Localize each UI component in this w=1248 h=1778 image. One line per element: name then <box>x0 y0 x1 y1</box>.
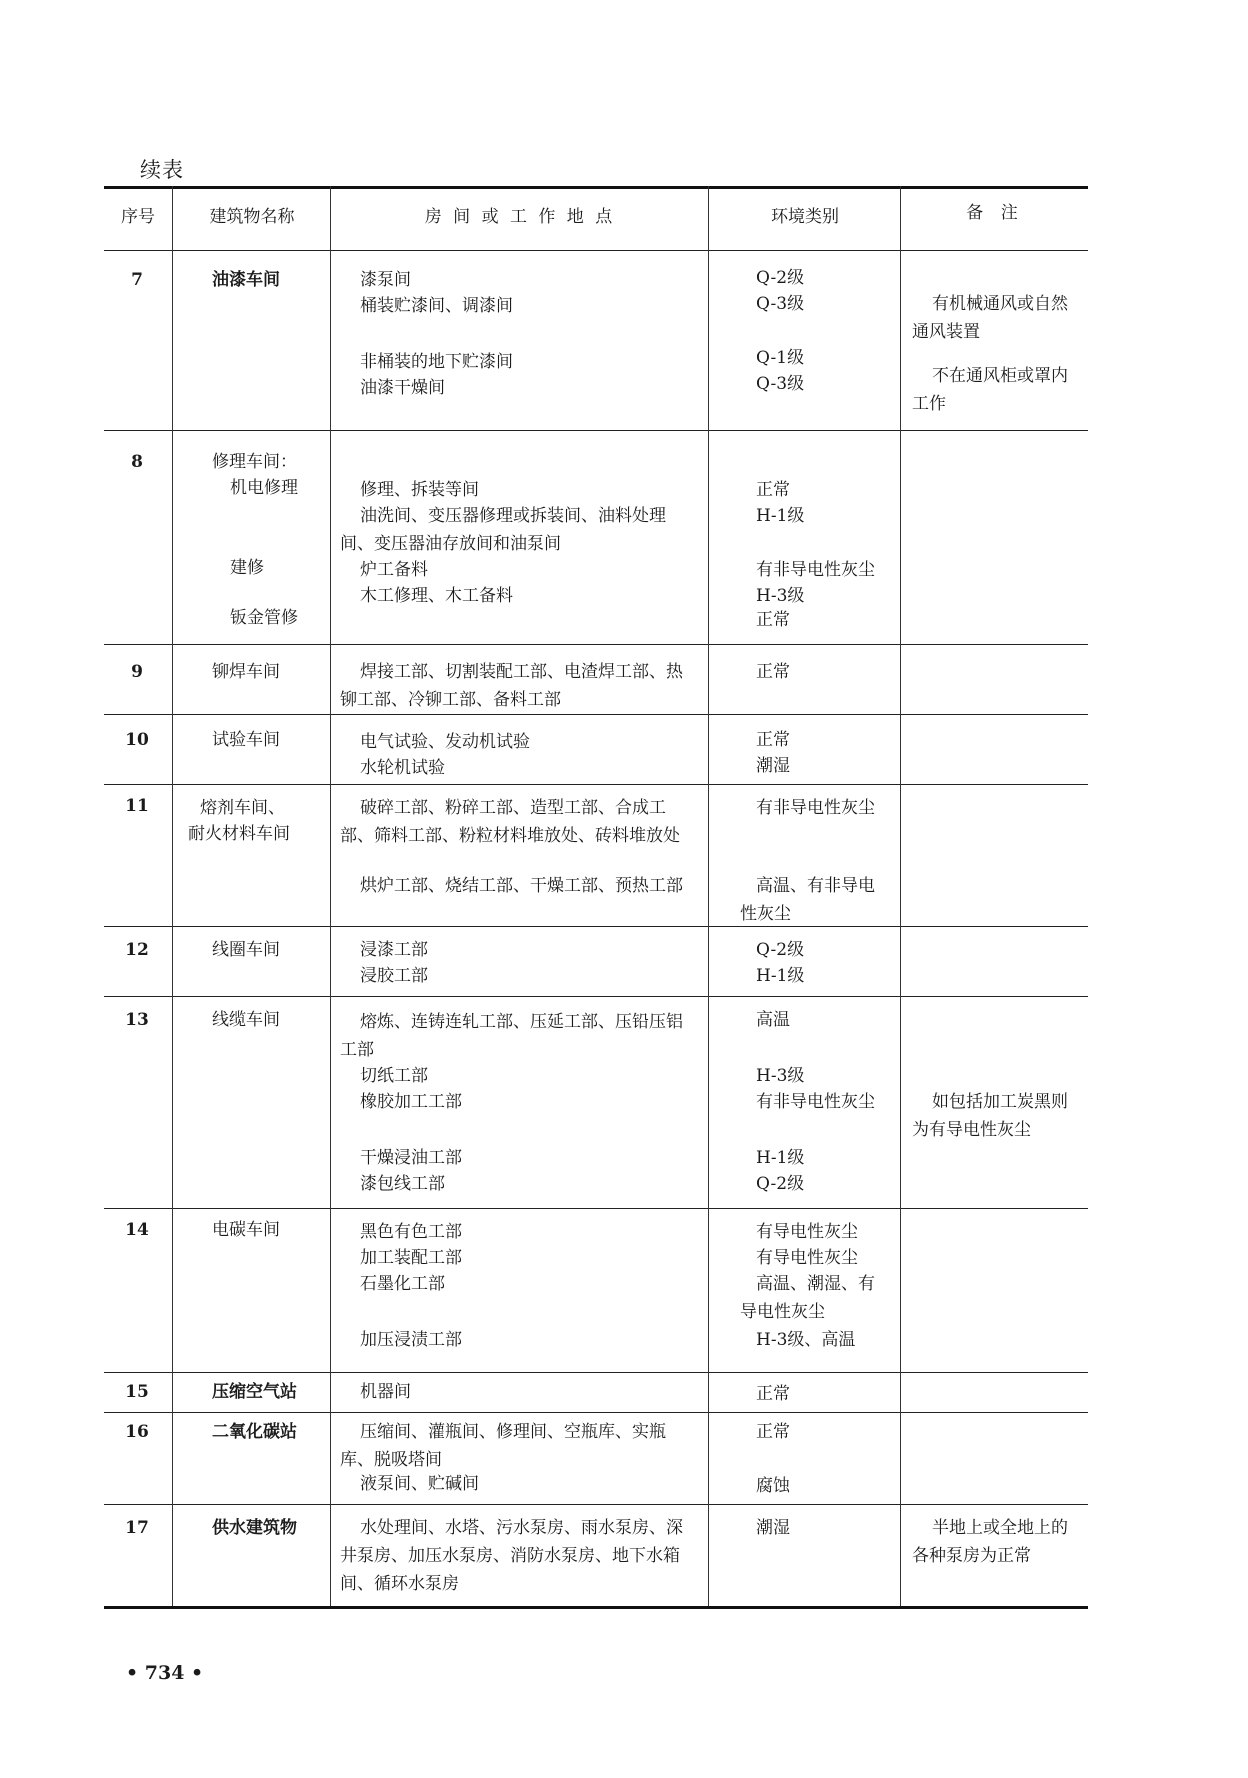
location-text: 加压浸渍工部 <box>360 1330 462 1350</box>
row-number: 13 <box>125 1010 149 1030</box>
building-name: 铆焊车间 <box>212 662 280 682</box>
env-category: 正常 <box>756 1384 790 1404</box>
building-subname: 钣金管修 <box>230 608 298 628</box>
row-number: 8 <box>131 452 143 472</box>
env-category: Q-2级 <box>756 1174 805 1194</box>
row-number: 15 <box>125 1382 149 1402</box>
location-text: 切纸工部 <box>360 1066 428 1086</box>
location-text: 浸胶工部 <box>360 966 428 986</box>
location-text: 压缩间、灌瓶间、修理间、空瓶库、实瓶库、脱吸塔间 <box>340 1422 666 1470</box>
remark-text: 半地上或全地上的各种泵房为正常 <box>912 1518 1068 1566</box>
row-number: 12 <box>125 940 149 960</box>
row-divider <box>104 996 1088 997</box>
page-number: • 734 • <box>126 1662 204 1684</box>
building-name: 油漆车间 <box>212 270 280 290</box>
building-subname: 建修 <box>230 558 264 578</box>
location-text: 黑色有色工部 <box>360 1222 462 1242</box>
row-divider <box>104 926 1088 927</box>
env-category: H-1级 <box>756 506 805 526</box>
env-category: Q-1级 <box>756 348 805 368</box>
row-number: 16 <box>125 1422 149 1442</box>
row-divider <box>104 784 1088 785</box>
location-text: 石墨化工部 <box>360 1274 445 1294</box>
env-category: 有非导电性灰尘 <box>756 1092 875 1112</box>
location-text: 烘炉工部、烧结工部、干燥工部、预热工部 <box>360 876 683 896</box>
header-remark: 备 注 <box>966 203 1024 223</box>
env-category: 高温、潮湿、有导电性灰尘 <box>740 1274 875 1322</box>
column-rule <box>172 186 173 1606</box>
header-building: 建筑物名称 <box>209 207 295 227</box>
location-text: 浸漆工部 <box>360 940 428 960</box>
env-category: 正常 <box>756 1422 790 1442</box>
env-category: Q-2级 <box>756 940 805 960</box>
column-rule <box>900 186 901 1606</box>
env-category: 有非导电性灰尘 <box>756 560 875 580</box>
location-text: 干燥浸油工部 <box>360 1148 462 1168</box>
row-divider <box>104 1504 1088 1505</box>
location-text: 水处理间、水塔、污水泵房、雨水泵房、深井泵房、加压水泵房、消防水泵房、地下水箱间、循环水泵房 <box>340 1518 683 1594</box>
env-category: H-3级 <box>756 1066 805 1086</box>
building-name: 线缆车间 <box>212 1010 280 1030</box>
env-category: H-3级、高温 <box>756 1330 856 1350</box>
env-category: 正常 <box>756 480 790 500</box>
row-divider <box>104 714 1088 715</box>
row-divider <box>104 1372 1088 1373</box>
row-number: 9 <box>131 662 143 682</box>
row-divider <box>104 1412 1088 1413</box>
location-text: 液泵间、贮碱间 <box>360 1474 479 1494</box>
row-divider <box>104 430 1088 431</box>
building-name: 耐火材料车间 <box>188 824 290 844</box>
row-divider <box>104 1208 1088 1209</box>
header-env: 环境类别 <box>771 207 839 227</box>
env-category: Q-2级 <box>756 268 805 288</box>
env-category: 潮湿 <box>756 1518 790 1538</box>
building-name: 二氧化碳站 <box>212 1422 297 1442</box>
row-divider <box>104 644 1088 645</box>
env-category: 高温、有非导电性灰尘 <box>740 876 875 924</box>
building-name: 线圈车间 <box>212 940 280 960</box>
column-rule <box>330 186 331 1606</box>
building-name: 电碳车间 <box>212 1220 280 1240</box>
building-name: 熔剂车间、 <box>200 798 285 818</box>
table-bottom-rule <box>104 1606 1088 1609</box>
env-category: 正常 <box>756 730 790 750</box>
location-text: 木工修理、木工备料 <box>360 586 513 606</box>
env-category: H-1级 <box>756 966 805 986</box>
location-text: 非桶装的地下贮漆间 <box>360 352 513 372</box>
remark-text: 如包括加工炭黑则为有导电性灰尘 <box>912 1092 1068 1140</box>
row-number: 7 <box>131 270 143 290</box>
location-text: 加工装配工部 <box>360 1248 462 1268</box>
location-text: 炉工备料 <box>360 560 428 580</box>
remark-text: 有机械通风或自然通风装置 <box>912 294 1068 342</box>
env-category: Q-3级 <box>756 374 805 394</box>
row-number: 17 <box>125 1518 149 1538</box>
env-category: 有导电性灰尘 <box>756 1222 858 1242</box>
env-category: Q-3级 <box>756 294 805 314</box>
env-category: 有非导电性灰尘 <box>756 798 875 818</box>
location-text: 焊接工部、切割装配工部、电渣焊工部、热铆工部、冷铆工部、备料工部 <box>340 662 683 710</box>
building-name: 供水建筑物 <box>212 1518 297 1538</box>
env-category: 潮湿 <box>756 756 790 776</box>
column-rule <box>708 186 709 1606</box>
building-name: 修理车间： <box>212 452 297 472</box>
location-text: 漆泵间 <box>360 270 411 290</box>
location-text: 桶装贮漆间、调漆间 <box>360 296 513 316</box>
env-category: 正常 <box>756 662 790 682</box>
location-text: 修理、拆装等间 <box>360 480 479 500</box>
location-text: 机器间 <box>360 1382 411 1402</box>
table-caption: 续表 <box>140 158 184 182</box>
row-number: 10 <box>125 730 149 750</box>
location-text: 水轮机试验 <box>360 758 445 778</box>
building-name: 压缩空气站 <box>212 1382 297 1402</box>
header-index: 序号 <box>121 207 155 227</box>
header-bottom-rule <box>104 250 1088 251</box>
header-location: 房 间 或 工 作 地 点 <box>424 207 616 227</box>
env-category: 高温 <box>756 1010 790 1030</box>
location-text: 橡胶加工工部 <box>360 1092 462 1112</box>
location-text: 破碎工部、粉碎工部、造型工部、合成工部、筛料工部、粉粒材料堆放处、砖料堆放处 <box>340 798 680 846</box>
location-text: 油洗间、变压器修理或拆装间、油料处理间、变压器油存放间和油泵间 <box>340 506 666 554</box>
row-number: 11 <box>125 796 149 816</box>
location-text: 漆包线工部 <box>360 1174 445 1194</box>
env-category: H-1级 <box>756 1148 805 1168</box>
table-top-rule <box>104 186 1088 189</box>
location-text: 电气试验、发动机试验 <box>360 732 530 752</box>
building-name: 试验车间 <box>212 730 280 750</box>
remark-text: 不在通风柜或罩内工作 <box>912 366 1068 414</box>
building-subname: 机电修理 <box>230 478 298 498</box>
location-text: 熔炼、连铸连轧工部、压延工部、压铅压铝工部 <box>340 1012 683 1060</box>
env-category: 有导电性灰尘 <box>756 1248 858 1268</box>
env-category: 腐蚀 <box>756 1476 790 1496</box>
row-number: 14 <box>125 1220 149 1240</box>
location-text: 油漆干燥间 <box>360 378 445 398</box>
env-category: H-3级 <box>756 586 805 606</box>
env-category: 正常 <box>756 610 790 630</box>
